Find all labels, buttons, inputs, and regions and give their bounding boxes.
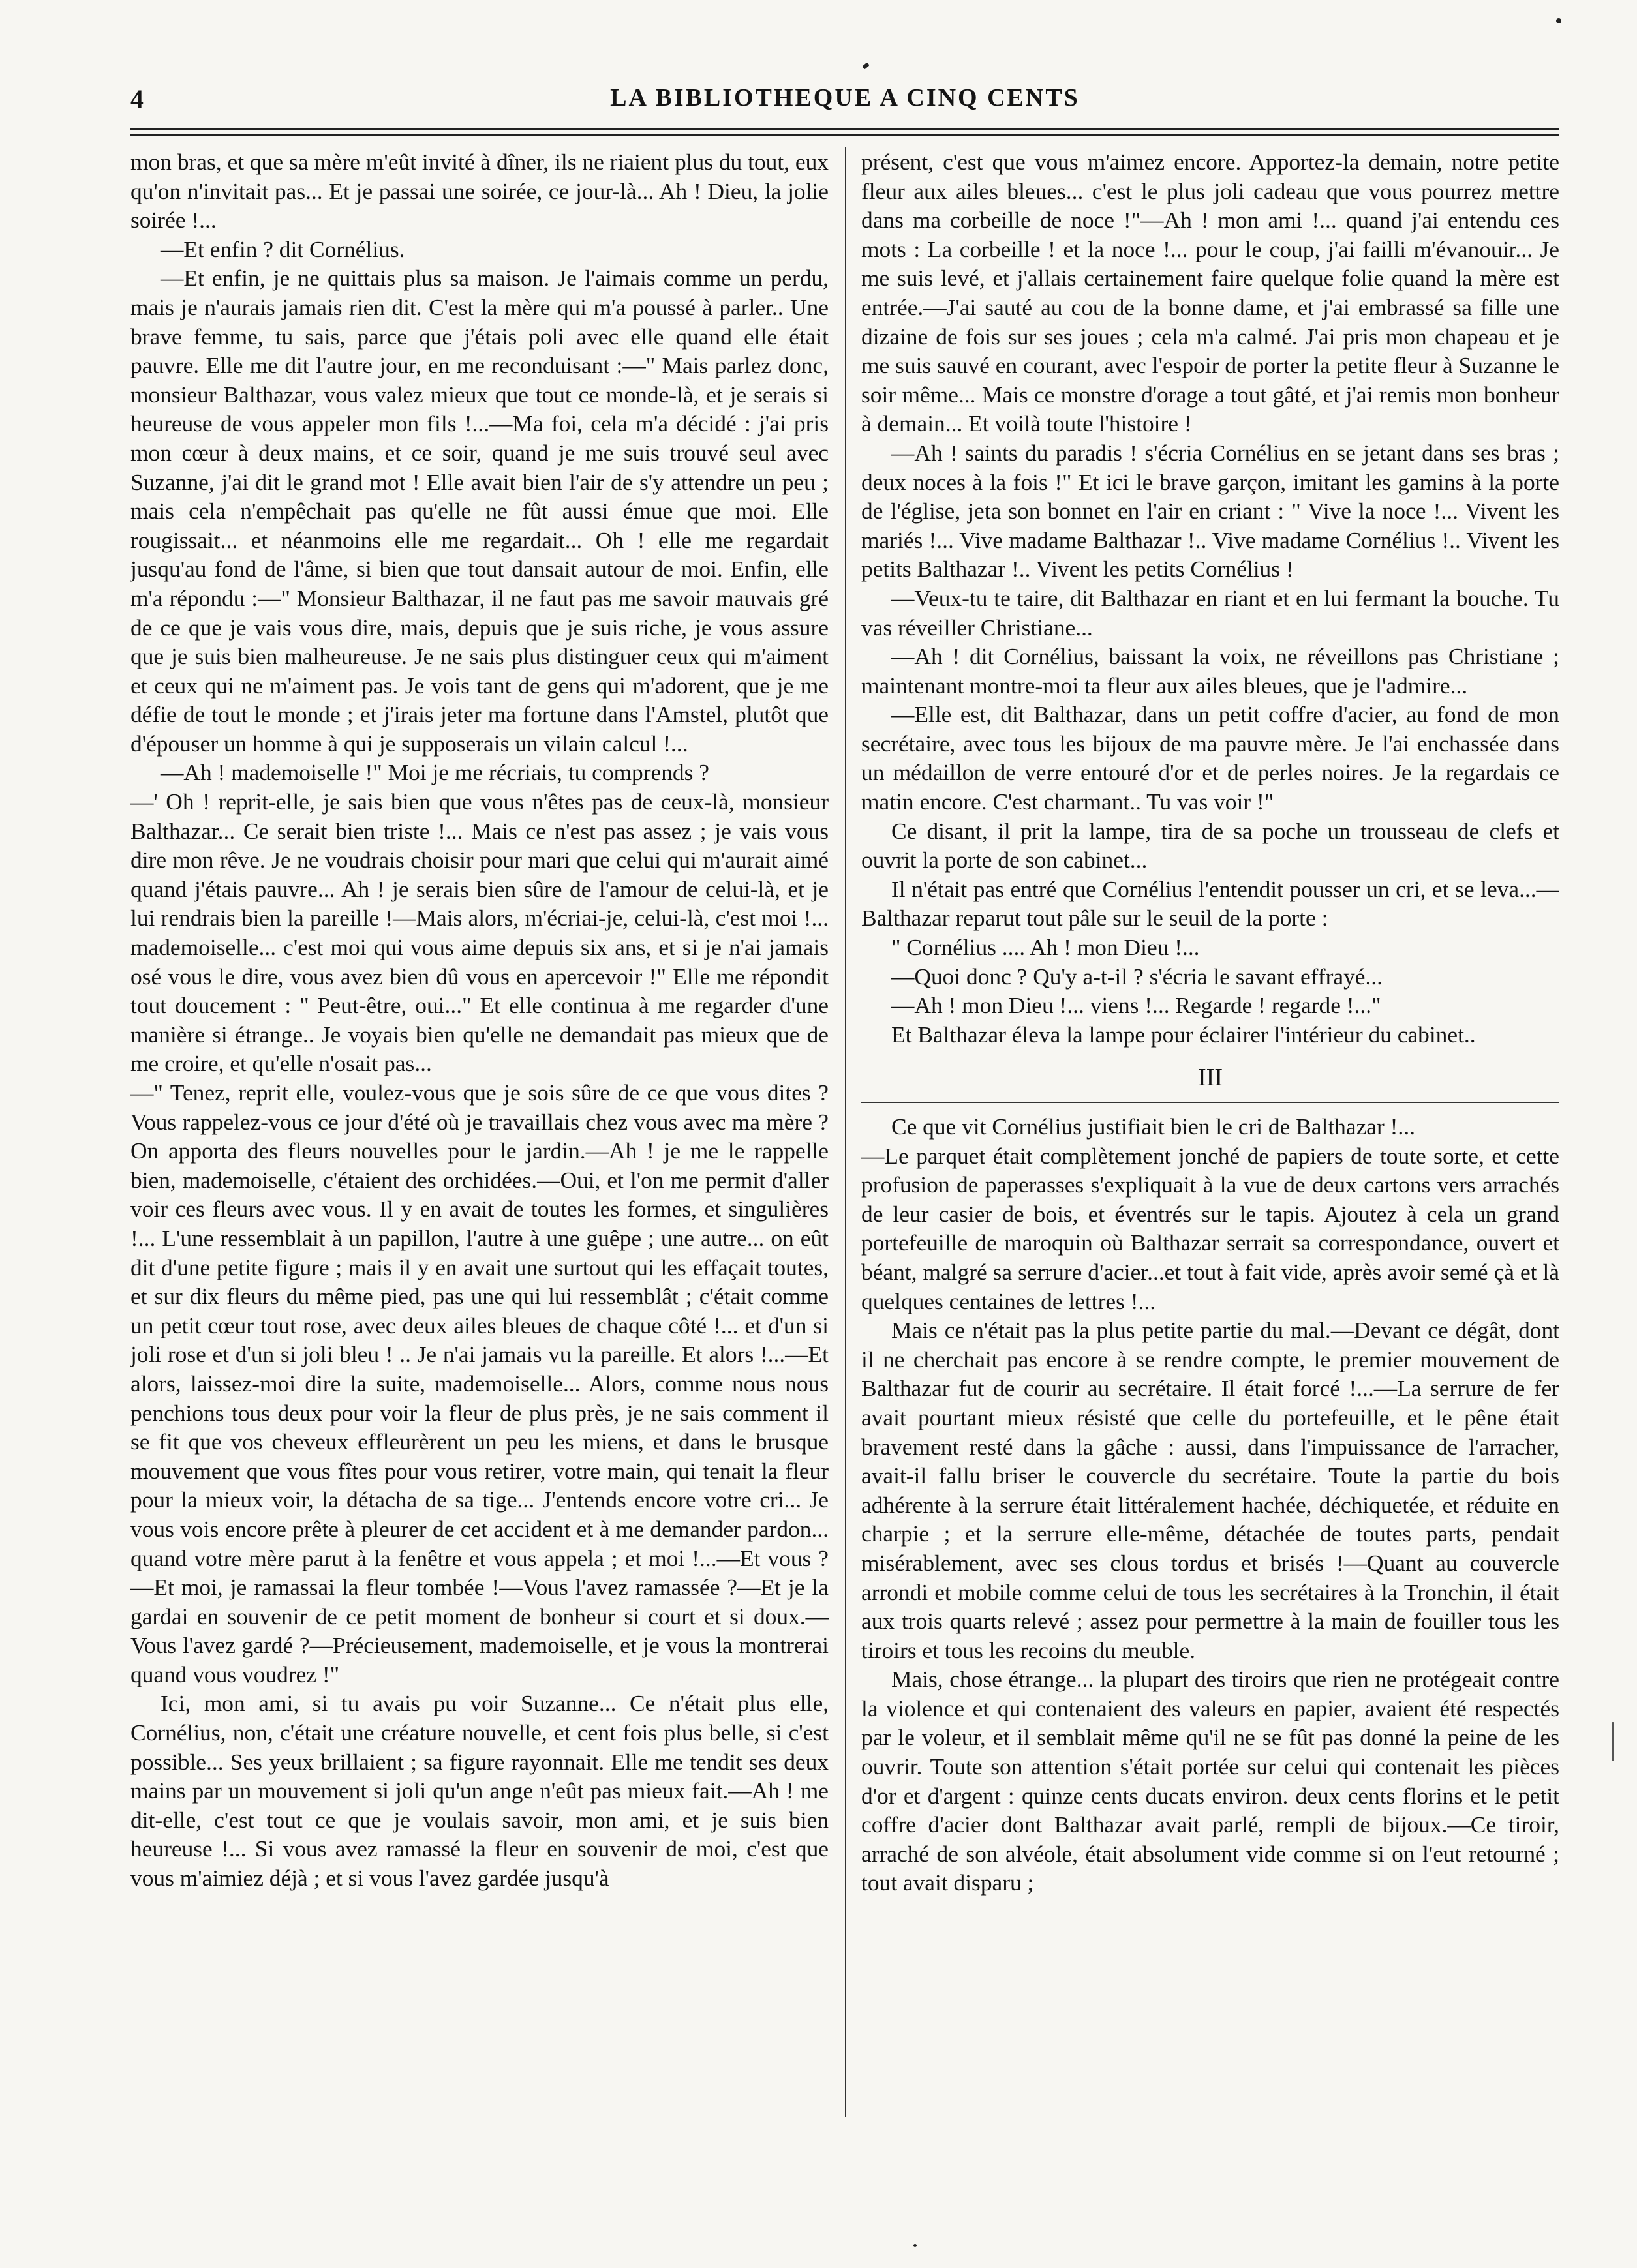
paragraph: —" Tenez, reprit elle, voulez-vous que je sois sûre de ce que vous dites ? Vous rappelez-vous ce jour d'été où je travaillais chez vous avec ma mère ? On apporta des fleurs nouvelles pour le jardin.—Ah ! je me le rappelle bien, mademoiselle, c'étaient des orchidées.—Oui, et l'on me permit d'aller voir ces fleurs avec vous. Il y en avait de toutes les formes, et singulières !... L'une ressemblait à un papillon, l'autre à une guêpe ; une autre... on eût dit d'une petite figure ; mais il y en avait une surtout qui les effaçait toutes, et sur dix fleurs du même pied, pas une qui lui ressemblât ; c'était comme un petit cœur tout rose, avec deux ailes bleues de chaque côté !... et d'un si joli rose et d'un si joli bleu ! .. Je n'ai jamais vu la pareille. Et alors !...—Et alors, laissez-moi dire la suite, mademoiselle... Alors, comme nous nous penchions tous deux pour voir la fleur de plus près, je ne sais comment il se fit que vos cheveux effleurèrent un peu les miens, et dans le brusque mouvement que vous fîtes pour vous retirer, votre main, qui tenait la fleur pour la mieux voir, la détacha de sa tige... J'entends encore votre cri... Je vous vois encore prête à pleurer de cet accident et à me demander pardon... quand votre mère parut à la fenêtre et vous appela ; et moi !...—Et vous ?—Et moi, je ramassai la fleur tombée !—Vous l'avez ramassée ?—Et je la gardai en souvenir de ce petit moment de bonheur si court et si doux.—Vous l'avez gardé ?—Précieusement, mademoiselle, et je vous la montrerai quand vous voudrez !" (130, 1080, 829, 1687)
left-column (130, 147, 829, 2215)
paragraph: —Ah ! mon Dieu !... viens !... Regarde ! regarde !..." (891, 992, 1381, 1019)
paragraph: —Et enfin, je ne quittais plus sa maison. Je l'aimais comme un perdu, mais je n'aurais jamais rien dit. C'est la mère qui m'a poussé à parler.. Une brave femme, tu sais, parce que j'étais poli avec elle quand elle était pauvre. Elle me dit l'autre jour, en me reconduisant :—" Mais parlez donc, monsieur Balthazar, vous valez mieux que tout ce monde-là, et je serais si heureuse de vous appeler mon fils !...—Ma foi, cela m'a décidé : j'ai pris mon cœur à deux mains, et ce soir, quand je me suis trouvé seul avec Suzanne, j'ai dit le grand mot ! Elle avait bien l'air de s'y attendre un peu ; mais cela n'empêchait pas qu'elle ne fût aussi émue que moi. Elle rougissait... et néanmoins elle me regardait... Oh ! elle me regardait jusqu'au fond de l'âme, si bien que tout dansait autour de moi. Enfin, elle m'a répondu :—" Monsieur Balthazar, il ne faut pas me savoir mauvais gré de ce que je vais vous dire, mais, depuis que je suis riche, je vous assure que je suis bien malheureuse. Je ne sais plus distinguer ceux qui m'aiment et ceux qui ne m'aiment pas. Je vois tant de gens qui m'adorent, que je me défie de tout le monde ; et j'irais jeter ma fortune dans l'Amstel, plutôt que d'épouser un homme à qui je supposerais un vilain calcul !... (130, 265, 829, 757)
paragraph: Et Balthazar éleva la lampe pour éclairer l'intérieur du cabinet.. (891, 1021, 1476, 1048)
paragraph: —Ah ! saints du paradis ! s'écria Cornélius en se jetant dans ses bras ; deux noces à la fois !" Et ici le brave garçon, imitant les gamins à la porte de l'église, jeta son bonnet en l'air en criant : " Vive la noce !... Vivent les mariés !... Vive madame Balthazar !.. Vive madame Cornélius !.. Vivent les petits Balthazar !.. Vivent les petits Cornélius ! (861, 439, 1559, 582)
paragraph: Il n'était pas entré que Cornélius l'entendit pousser un cri, et se leva...—Balthazar reparut tout pâle sur le seuil de la porte : (861, 875, 1559, 931)
paragraph: —Ah ! mademoiselle !" Moi je me récriais, tu comprends ? (161, 759, 709, 786)
paragraph: —Veux-tu te taire, dit Balthazar en riant et en lui fermant la bouche. Tu vas réveiller Christiane... (861, 584, 1559, 641)
paragraph: —Quoi donc ? Qu'y a-t-il ? s'écria le savant effrayé... (891, 963, 1383, 990)
paragraph: Ce que vit Cornélius justifiait bien le cri de Balthazar !... (891, 1113, 1415, 1140)
paragraph: " Cornélius .... Ah ! mon Dieu !... (891, 934, 1200, 961)
column-divider (845, 147, 846, 2117)
print-speck (862, 62, 870, 69)
print-speck (913, 2244, 917, 2247)
paragraph: Mais ce n'était pas la plus petite partie du mal.—Devant ce dégât, dont il ne cherchait pas encore à se rendre compte, le premier mouvement de Balthazar fut de courir au secrétaire. Il était forcé !...—La serrure de fer avait pourtant mieux résisté que celle du portefeuille, et le pêne était bravement resté dans la gâche : aussi, dans l'impuissance de l'arracher, avait-il fallu briser le couvercle du secrétaire. Toute la partie du bois adhérente à la serrure était littéralement hachée, déchiquetée, et réduite en charpie ; et la serrure elle-même, détachée de toutes parts, pendait misérablement, avec ses clous tordus et brisés !—Quant au couvercle arrondi et mobile comme celui de tous les secrétaires à la Tronchin, il était aux trois quarts relevé ; assez pour permettre à la main de fouiller tous les tiroirs et tous les recoins du meuble. (861, 1317, 1559, 1663)
paragraph: —' Oh ! reprit-elle, je sais bien que vous n'êtes pas de ceux-là, monsieur Balthazar... Ce serait bien triste !... Mais ce n'est pas assez ; je vais vous dire mon rêve. Je ne voudrais choisir pour mari que celui qui m'aurait aimé quand j'étais pauvre... Ah ! je serais bien sûre de l'amour de celui-là, et je lui rendrais bien la pareille !—Mais alors, m'écriai-je, celui-là, c'est moi !... mademoiselle... c'est moi qui vous aime depuis six ans, et si je n'ai jamais osé vous le dire, vous avez bien dû vous en apercevoir !" Elle me répondit tout doucement : " Peut-être, oui..." Et elle continua à me regarder d'une manière si étrange.. Je voyais bien qu'elle ne demandait pas mieux que de me croire, et qu'elle n'osait pas... (130, 789, 829, 1077)
paragraph: —Ah ! dit Cornélius, baissant la voix, ne réveillons pas Christiane ; maintenant montre-moi ta fleur aux ailes bleues, que je l'admire... (861, 643, 1559, 699)
section-rule (861, 1102, 1559, 1103)
section-numeral: III (1198, 1064, 1223, 1092)
running-title: LA BIBLIOTHEQUE A CINQ CENTS (610, 84, 1080, 112)
header-rule-top (130, 128, 1559, 130)
paragraph: —Elle est, dit Balthazar, dans un petit coffre d'acier, au fond de mon secrétaire, avec tous les bijoux de ma pauvre mère. Je l'ai enchassée dans un médaillon de verre entouré d'or et de perles noires. Je la regardais ce matin encore. C'est charmant.. Tu vas voir !" (861, 701, 1559, 815)
paragraph: présent, c'est que vous m'aimez encore. Apportez-la demain, notre petite fleur aux ailes bleues... c'est le plus joli cadeau que vous pourrez mettre dans ma corbeille de noce !"—Ah ! mon ami !... quand j'ai entendu ces mots : La corbeille ! et la noce !... pour le coup, j'ai failli m'évanouir... Je me suis levé, et j'allais certainement faire quelque folie quand la mère est entrée.—J'ai sauté au cou de la bonne dame, et j'ai embrassé sa fille une dizaine de fois sur ses joues ; cela m'a calmé. J'ai pris mon chapeau et je me suis sauvé en courant, avec l'espoir de porter la petite fleur à Suzanne le soir même... Mais ce monstre d'orage a tout gâté, et j'ai remis mon bonheur à demain... Et voilà toute l'histoire ! (861, 149, 1559, 437)
paragraph: mon bras, et que sa mère m'eût invité à dîner, ils ne riaient plus du tout, eux qu'on n'invitait pas... Et je passai une soirée, ce jour-là... Ah ! Dieu, la jolie soirée !... (130, 149, 829, 234)
page-header (130, 83, 1559, 123)
print-speck (1556, 18, 1561, 23)
paragraph: Ici, mon ami, si tu avais pu voir Suzanne... Ce n'était plus elle, Cornélius, non, c'était une créature nouvelle, et cent fois plus belle, si c'est possible... Ses yeux brillaient ; sa figure rayonnait. Elle me tendit ses deux mains par un mouvement si joli qu'un ange n'eût pas mieux fait.—Ah ! me dit-elle, c'est tout ce que je voulais savoir, mon ami, et je suis bien heureuse !... Si vous avez ramassé la fleur en souvenir de moi, c'est que vous m'aimiez déjà ; et si vous l'avez gardée jusqu'à (130, 1690, 829, 1892)
margin-mark (1612, 1722, 1614, 1761)
paragraph: Ce disant, il prit la lampe, tira de sa poche un trousseau de clefs et ouvrit la porte de son cabinet... (861, 817, 1559, 873)
paragraph: —Le parquet était complètement jonché de papiers de toute sorte, et cette profusion de paperasses s'expliquait à la vue de deux cartons vers arrachés de leur casier de bois, et éventrés sur le tapis. Ajoutez à cela un grand portefeuille de maroquin où Balthazar serrait sa correspondance, ouvert et béant, malgré sa serrure d'acier...et tout à fait vide, après avoir semé çà et là quelques centaines de lettres !... (861, 1142, 1559, 1314)
paragraph: Mais, chose étrange... la plupart des tiroirs que rien ne protégeait contre la violence et qui contenaient des valeurs en papier, avaient été respectés par le voleur, et il semblait même qu'il ne se fût pas donné la peine de les ouvrir. Toute son attention s'était portée sur celui qui contenait les pièces d'or et d'argent : quinze cents ducats environ. deux cents florins et le petit coffre d'acier dont Balthazar avait parlé, rempli de bijoux.—Ce tiroir, arraché de son alvéole, était absolument vide comme si on l'eut retourné ; tout avait disparu ; (861, 1666, 1559, 1896)
right-column (861, 147, 1559, 2215)
paragraph: —Et enfin ? dit Cornélius. (161, 235, 405, 262)
page-number: 4 (130, 84, 144, 113)
header-rule-bottom (130, 134, 1559, 136)
